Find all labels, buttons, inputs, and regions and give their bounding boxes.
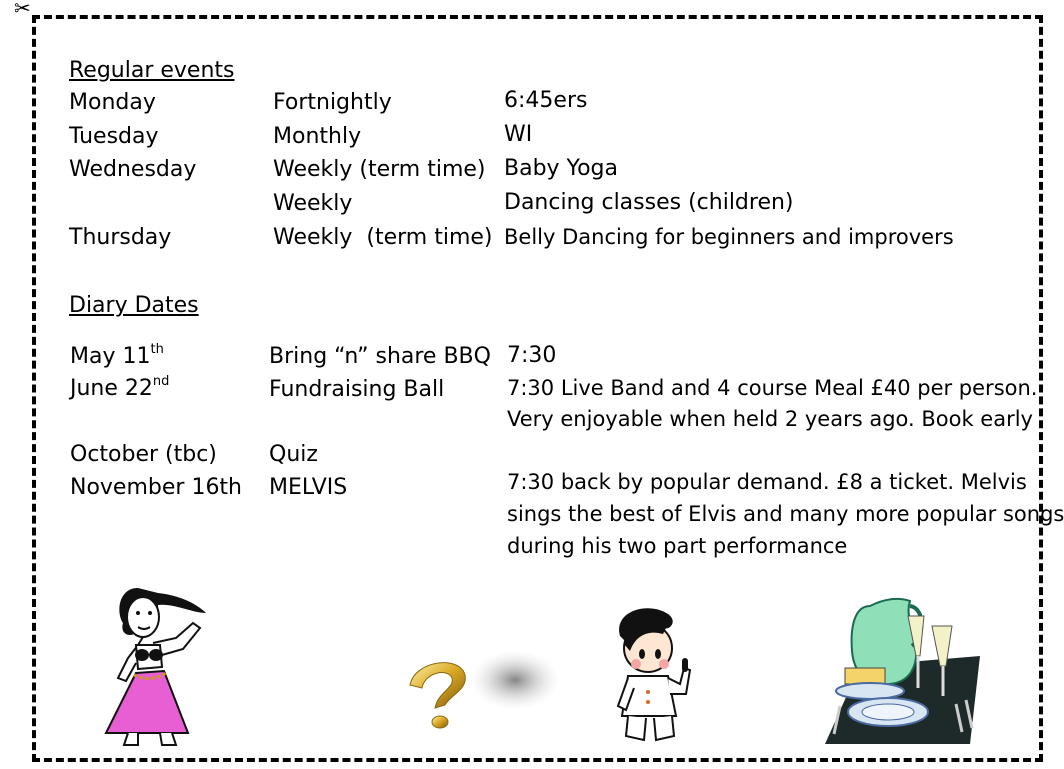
- regular-event: Baby Yoga: [504, 156, 618, 181]
- regular-events-heading: Regular events: [69, 58, 235, 83]
- diary-details-line: Very enjoyable when held 2 years ago. Book early: [507, 407, 1033, 431]
- regular-event: 6:45ers: [504, 88, 588, 113]
- regular-day: Tuesday: [69, 124, 159, 149]
- diary-event: MELVIS: [269, 475, 348, 500]
- diary-date: June 22nd: [70, 373, 170, 401]
- regular-frequency: Weekly (term time): [273, 157, 486, 182]
- dinner-table-clipart: [820, 596, 985, 746]
- diary-date: October (tbc): [70, 442, 217, 467]
- regular-day: Monday: [69, 90, 156, 115]
- diary-event: Bring “n” share BBQ: [269, 344, 491, 369]
- regular-frequency: Fortnightly: [273, 90, 392, 115]
- diary-date: May 11th: [70, 341, 164, 369]
- diary-details-line: during his two part performance: [507, 534, 848, 558]
- regular-event: Dancing classes (children): [504, 190, 794, 215]
- diary-details-line: 7:30 Live Band and 4 course Meal £40 per person.: [507, 376, 1038, 400]
- regular-frequency: Weekly: [273, 191, 353, 216]
- regular-frequency: Monthly: [273, 124, 362, 149]
- diary-details-line: sings the best of Elvis and many more popular songs: [507, 502, 1064, 526]
- regular-frequency: Weekly (term time): [273, 225, 493, 250]
- regular-event: WI: [504, 122, 533, 147]
- regular-day: Thursday: [69, 225, 172, 250]
- diary-event: Fundraising Ball: [269, 377, 445, 402]
- regular-day: Wednesday: [69, 157, 197, 182]
- question-mark-clipart: [400, 640, 560, 735]
- diary-details-line: 7:30 back by popular demand. £8 a ticket. Melvis: [507, 470, 1027, 494]
- regular-event: Belly Dancing for beginners and improvers: [504, 225, 954, 249]
- diary-date: November 16th: [70, 475, 243, 500]
- diary-dates-heading: Diary Dates: [69, 293, 199, 318]
- elvis-clipart: [608, 606, 698, 746]
- belly-dancer-clipart: [98, 583, 213, 748]
- diary-details-line: 7:30: [507, 343, 557, 368]
- scissors-icon: ✂: [14, 0, 31, 20]
- diary-event: Quiz: [269, 442, 318, 467]
